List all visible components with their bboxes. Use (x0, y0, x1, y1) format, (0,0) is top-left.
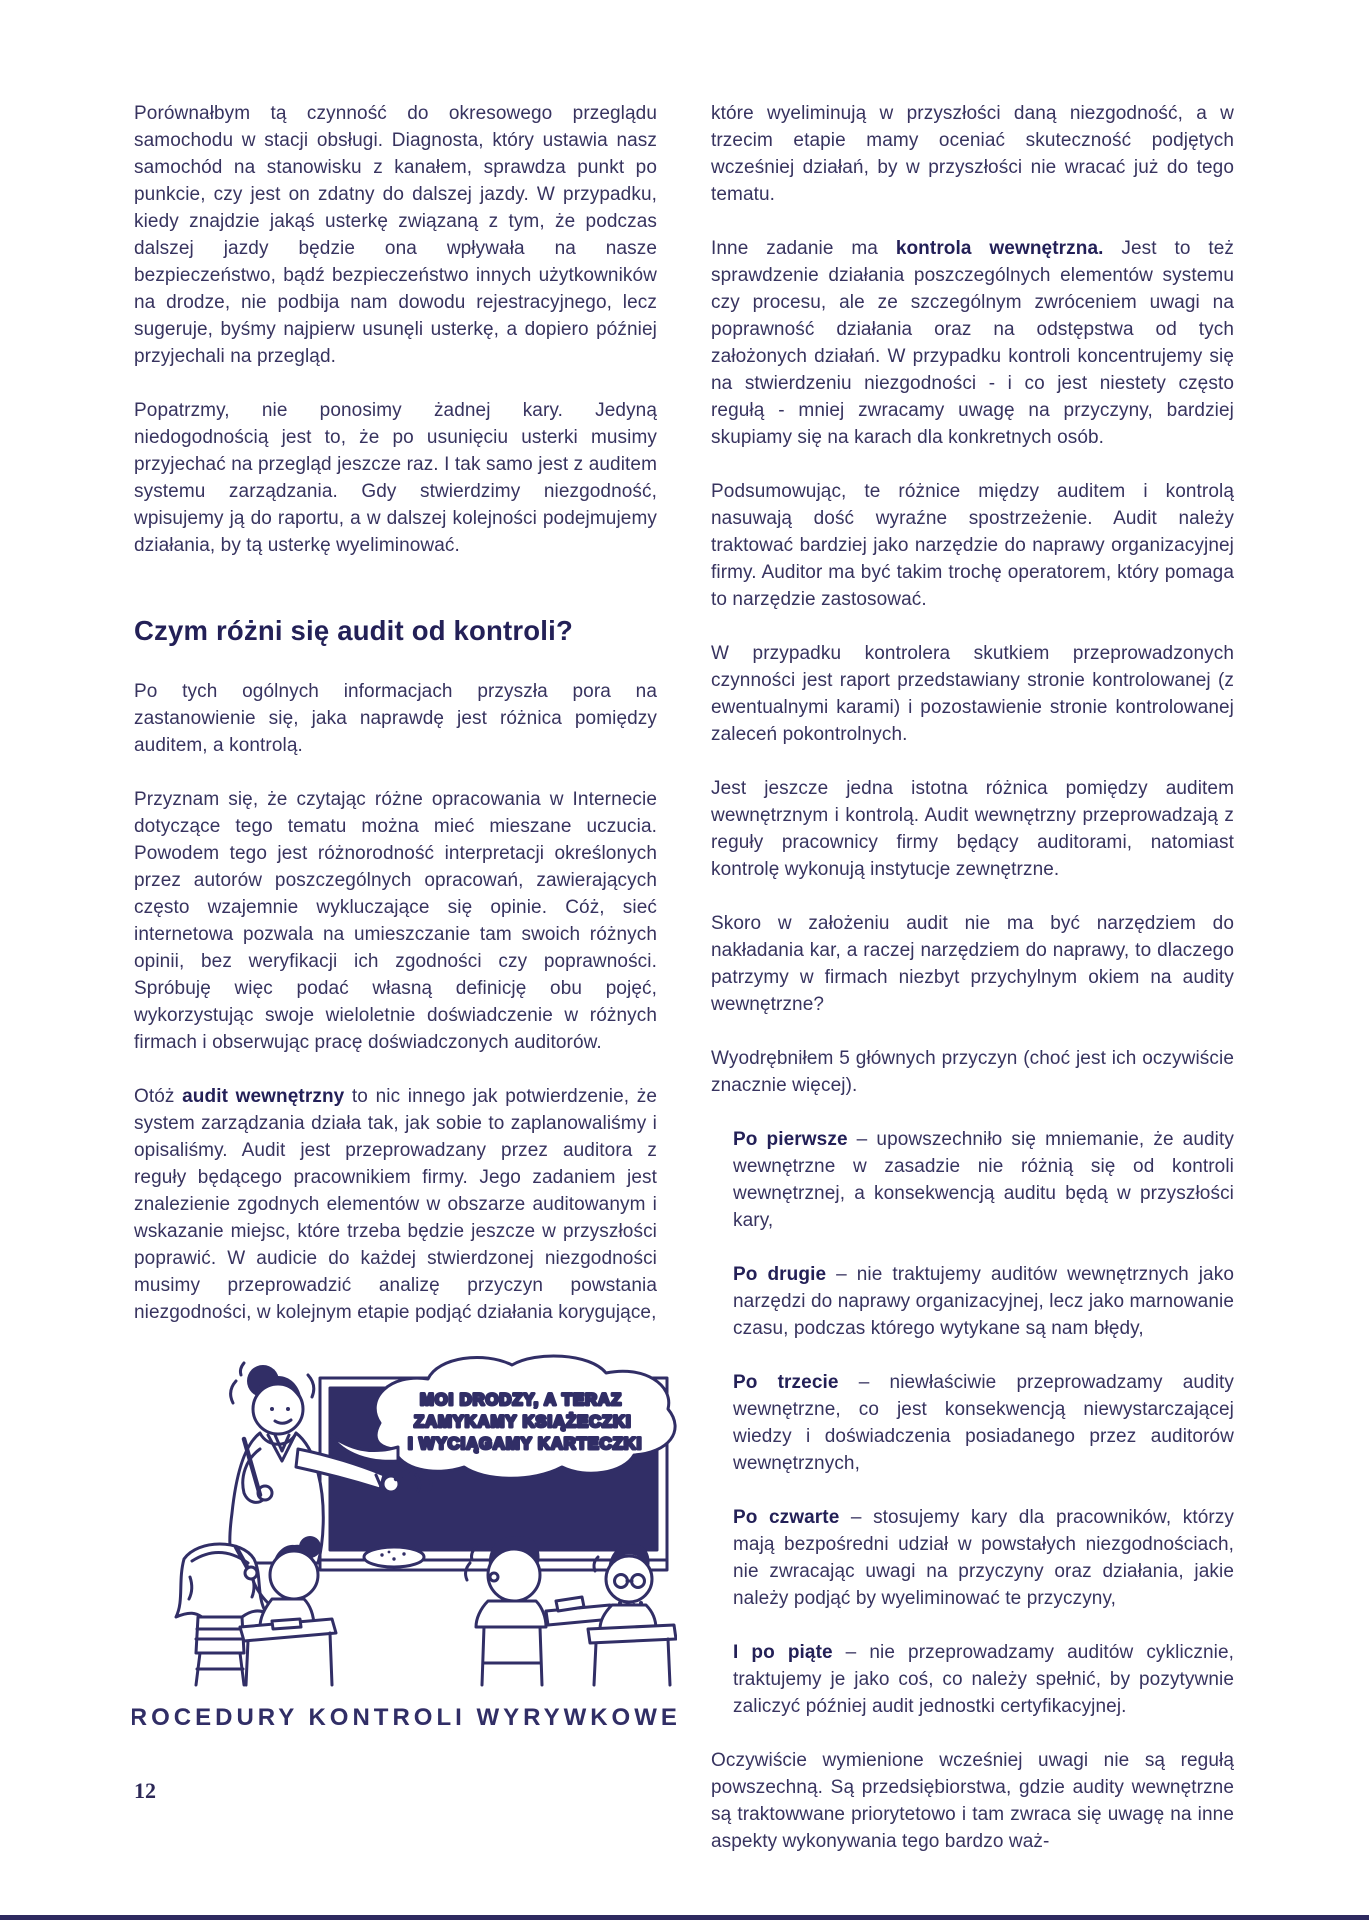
paragraph: Porównałbym tą czynność do okresowego przeglądu samochodu w stacji obsługi. Diagnosta, który ustawia nasz samochód na stanowisku z kanałem, sprawdza punkt po punkcie, czy jest on zdatny do dalszej jazdy. W przypadku, kiedy znajdzie jakąś usterkę związaną z tym, że podczas dalszej jazdy będzie ona wpływała na nasze bezpieczeństwo, bądź bezpieczeństwo innych użytkowników na drodze, nie podbija nam dowodu rejestracyjnego, lecz sugeruje, byśmy najpierw usunęli usterkę, a dopiero później przyjechali na przegląd. (134, 103, 657, 367)
paragraph: Po tych ogólnych informacjach przyszła pora na zastanowienie się, jaka naprawdę jest różnica pomiędzy auditem, a kontrolą. (134, 681, 657, 756)
paragraph: które wyeliminują w przyszłości daną niezgodność, a w trzecim etapie mamy oceniać skuteczność podjętych wcześniej działań, by w przyszłości nie wracać już do tego tematu. (711, 103, 1234, 205)
paragraph: Oczywiście wymienione wcześniej uwagi nie są regułą powszechną. Są przedsiębiorstwa, gdzie audity wewnętrzne są traktowwane priorytetowo i tam zwraca się uwagę na inne aspekty wykonywania tego bardzo waż- (711, 1750, 1234, 1852)
list-item-i-po-piate (733, 1639, 1234, 1720)
list-item-po-czwarte (733, 1504, 1234, 1612)
list-item-lead: I po piąte (733, 1642, 833, 1663)
paragraph: Wyodrębniłem 5 głównych przyczyn (choć jest ich oczywiście znacznie więcej). (711, 1048, 1234, 1096)
bubble-line-3: I WYCIĄGAMY KARTECZKI (408, 1435, 643, 1453)
list-item-text: – stosujemy kary dla pracowników, którzy mają bezpośredni udział w powstałych niezgodnościach, nie zwracając uwagi na przyczyny oraz działania, jakie należy podjąć by wyeliminować te przyczyny, (733, 1507, 1234, 1609)
right-column (711, 100, 1234, 1882)
bubble-line-2: ZAMYKAMY KSIĄŻECZKI (414, 1413, 632, 1431)
classroom-cartoon-illustration (132, 1353, 677, 1743)
list-item-text: – upowszechniło się mniemanie, że audity wewnętrzne w zasadzie nie różnią się od kontroli wewnętrznej, a konsekwencją auditu będą w przyszłości kary, (733, 1129, 1234, 1231)
paragraph-text: Otóż (134, 1086, 183, 1107)
paragraph: Popatrzmy, nie ponosimy żadnej kary. Jedyną niedogodnością jest to, że po usunięciu usterki musimy przyjechać na przegląd jeszcze raz. I tak samo jest z auditem systemu zarządzania. Gdy stwierdzimy niezgodność, wpisujemy ją do raportu, a w dalszej kolejności podejmujemy działania, by tą usterkę wyeliminować. (134, 400, 657, 556)
page-content (134, 100, 1234, 1882)
page-number: 12 (134, 1778, 156, 1803)
illustration-caption: PROCEDURY KONTROLI WYRYWKOWEJ (132, 1704, 677, 1731)
section-heading: Czym różni się audit od kontroli? (134, 615, 573, 646)
list-item-text: – nie traktujemy auditów wewnętrznych jako narzędzi do naprawy organizacyjnej, lecz jako marnowanie czasu, podczas którego wytykane są nam błędy, (733, 1264, 1234, 1339)
classroom-cartoon-svg (132, 1353, 677, 1738)
left-column (132, 100, 677, 1882)
list-item-lead: Po czwarte (733, 1507, 840, 1528)
list-item-po-drugie (733, 1261, 1234, 1342)
list-item-po-trzecie (733, 1369, 1234, 1477)
bold-term-kontrola-wewnetrzna: kontrola wewnętrzna. (895, 238, 1104, 259)
paragraph-text: Inne zadanie ma (711, 238, 896, 259)
paragraph: Podsumowując, te różnice między auditem i kontrolą nasuwają dość wyraźne spostrzeżenie. Audit należy traktować bardziej jako narzędzie do naprawy organizacyjnej firmy. Auditor ma być takim trochę operatorem, który pomaga to narzędzie zastosować. (711, 481, 1234, 610)
paragraph: Jest jeszcze jedna istotna różnica pomiędzy auditem wewnętrznym i kontrolą. Audit wewnętrzny przeprowadzają z reguły pracownicy firmy będący auditorami, natomiast kontrolę wykonują instytucje zewnętrzne. (711, 778, 1234, 880)
paragraph (711, 235, 1234, 451)
paragraph: Przyznam się, że czytając różne opracowania w Internecie dotyczące tego tematu można mieć mieszane uczucia. Powodem tego jest różnorodność interpretacji określonych przez autorów poszczególnych opracowań, zawierających często wzajemnie wykluczające się opinie. Cóż, sieć internetowa pozwala na umieszczanie tam swoich różnych opinii, bez weryfikacji ich zgodności czy poprawności. Spróbuję więc podać własną definicję obu pojęć, wykorzystując swoje wieloletnie doświadczenie w różnych firmach i obserwując pracę doświadczonych auditorów. (134, 789, 657, 1053)
list-item-lead: Po pierwsze (733, 1129, 848, 1150)
paragraph-text: Jest to też sprawdzenie działania poszczególnych elementów systemu czy procesu, ale ze szczególnym zwróceniem uwagi na poprawność działania oraz na odstępstwa od tych założonych działań. W przypadku kontroli koncentrujemy się na stwierdzeniu niezgodności - i co jest niestety często regułą - mniej zwracamy uwagę na przyczyny, bardziej skupiamy się na karach dla konkretnych osób. (711, 238, 1235, 448)
paragraph (134, 1083, 657, 1326)
bubble-line-1: MOI DRODZY, A TERAZ (420, 1391, 623, 1409)
paragraph: Skoro w założeniu audit nie ma być narzędziem do nakładania kar, a raczej narzędziem do naprawy, to dlaczego patrzymy w firmach niezbyt przychylnym okiem na audity wewnętrzne? (711, 913, 1234, 1015)
list-item-text: – niewłaściwie przeprowadzamy audity wewnętrzne, co jest konsekwencją niewystarczającej wiedzy i doświadczenia posiadanego przez auditorów wewnętrznych, (733, 1372, 1234, 1474)
speech-bubble (330, 1356, 675, 1478)
paragraph: W przypadku kontrolera skutkiem przeprowadzonych czynności jest raport przedstawiany stronie kontrolowanej (z ewentualnymi karami) i pozostawienie stronie kontrolowanej zaleceń pokontrolnych. (711, 643, 1234, 745)
list-item-text: – nie przeprowadzamy auditów cyklicznie, traktujemy je jako coś, co należy spełnić, by pozytywnie zaliczyć później audit jednostki certyfikacyjnej. (733, 1642, 1234, 1717)
bottom-edge-rule (0, 1915, 1369, 1920)
list-item-lead: Po trzecie (733, 1372, 839, 1393)
bold-term-audit-wewnetrzny: audit wewnętrzny (182, 1086, 345, 1107)
list-item-po-pierwsze (733, 1126, 1234, 1234)
pupil-girl-long-hair (176, 1544, 266, 1685)
paragraph-text: to nic innego jak potwierdzenie, że system zarządzania działa tak, jak sobie to zaplanowaliśmy i opisaliśmy. Audit jest przeprowadzany przez auditora z reguły będącego pracownikiem firmy. Jego zadaniem jest znalezienie zgodnych elementów w obszarze auditowanym i wskazanie miejsc, które trzeba będzie jeszcze w przyszłości poprawić. W audicie do każdej stwierdzonej niezgodności musimy przeprowadzić analizę przyczyn powstania niezgodności, w kolejnym etapie podjąć działania korygujące, (134, 1086, 657, 1323)
list-item-lead: Po drugie (733, 1264, 827, 1285)
